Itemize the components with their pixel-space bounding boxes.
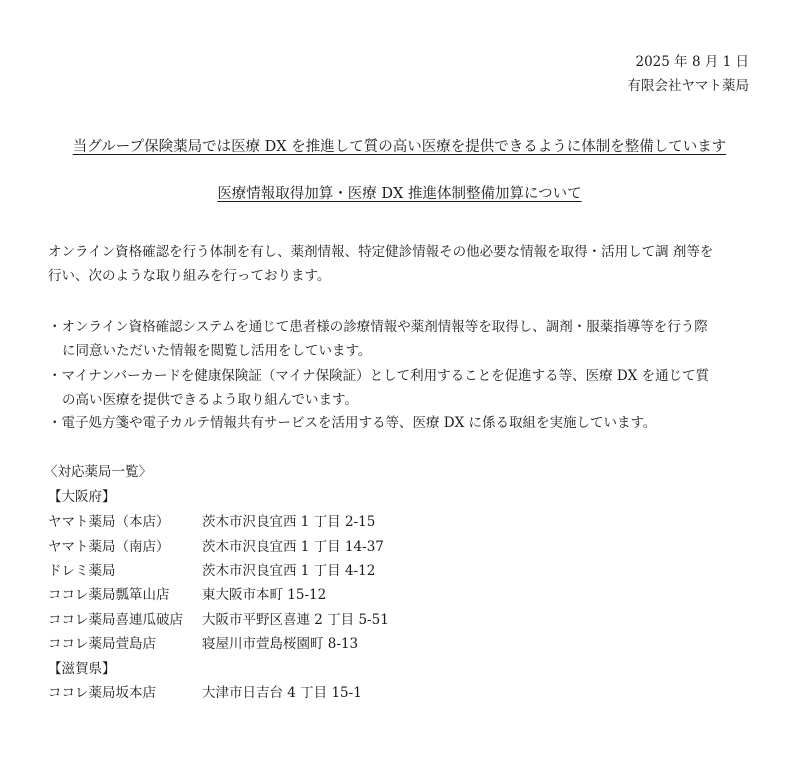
store-address: 大津市日吉台 4 丁目 15-1 [202,685,362,701]
store-name: ヤマト薬局（本店） [48,514,170,530]
store-address: 寝屋川市萱島桜園町 8-13 [202,636,359,652]
store-address: 大阪市平野区喜連 2 丁目 5-51 [202,612,389,628]
pharmacy-list-heading: 〈対応薬局一覧〉 [44,464,152,480]
store-address: 茨木市沢良宜西 1 丁目 14-37 [202,539,384,555]
store-name: ドレミ薬局 [48,563,116,579]
store-address: 茨木市沢良宜西 1 丁目 2-15 [202,514,376,530]
store-name: ココレ薬局瓢箪山店 [48,587,170,603]
bullet-2-line-1: ・マイナンバーカードを健康保険証（マイナ保険証）として利用することを促進する等、医療 DX を通じて質 [48,368,710,384]
sub-title [0,182,799,203]
document-date: 2025 年 8 月 1 日 [635,54,749,70]
intro-line-1: オンライン資格確認を行う体制を有し、薬剤情報、特定健診情報その他必要な情報を取得・活用して調 剤等を [48,244,714,260]
sub-title-text: 医療情報取得加算・医療 DX 推進体制整備加算について [217,186,582,202]
region-osaka-label: 【大阪府】 [48,489,116,505]
bullet-2-line-2: の高い医療を提供できるよう取り組んでいます。 [62,392,358,408]
intro-line-2: 行い、次のような取り組みを行っております。 [48,268,331,284]
main-title [0,135,799,156]
store-address: 茨木市沢良宜西 1 丁目 4-12 [202,563,376,579]
bullet-3-line-1: ・電子処方箋や電子カルテ情報共有サービスを活用する等、医療 DX に係る取組を実施しています。 [48,415,657,431]
store-name: ココレ薬局萱島店 [48,636,156,652]
store-address: 東大阪市本町 15-12 [202,587,327,603]
region-shiga-label: 【滋賀県】 [48,661,116,677]
store-name: ココレ薬局喜連瓜破店 [48,612,183,628]
store-name: ココレ薬局坂本店 [48,685,156,701]
bullet-1-line-1: ・オンライン資格確認システムを通じて患者様の診療情報や薬剤情報等を取得し、調剤・服薬指導等を行う際 [48,319,708,335]
store-name: ヤマト薬局（南店） [48,539,170,555]
main-title-text: 当グループ保険薬局では医療 DX を推進して質の高い医療を提供できるように体制を整備しています [72,139,727,155]
bullet-1-line-2: に同意いただいた情報を閲覧し活用をしています。 [62,343,372,359]
company-name: 有限会社ヤマト薬局 [627,78,749,94]
